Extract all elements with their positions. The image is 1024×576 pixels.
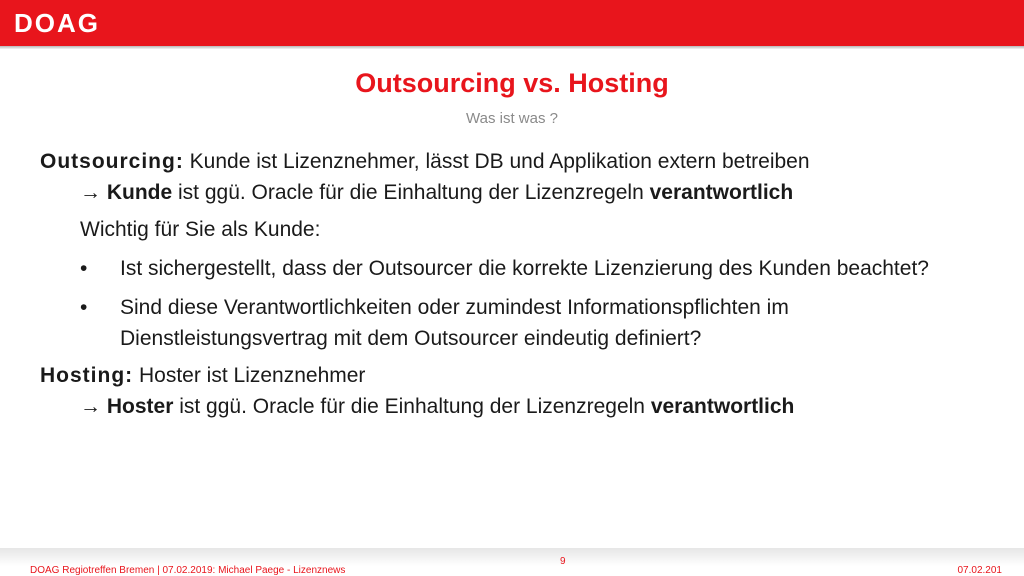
hosting-consequence-end: verantwortlich bbox=[650, 395, 795, 418]
footer-rule bbox=[0, 548, 1024, 566]
outsourcing-text: Kunde ist Lizenznehmer, lässt DB und Applikation extern betreiben bbox=[183, 150, 810, 173]
hosting-label: Hosting: bbox=[40, 364, 134, 387]
outsourcing-consequence bbox=[40, 177, 1000, 208]
hosting-text: Hoster ist Lizenznehmer bbox=[133, 364, 366, 387]
bullet-text: Ist sichergestellt, dass der Outsourcer die korrekte Lizenzierung des Kunden beachtet? bbox=[120, 257, 929, 280]
outsourcing-label: Outsourcing: bbox=[40, 150, 184, 173]
arrow-right-icon: → bbox=[80, 395, 101, 418]
doag-logo: DOAG bbox=[14, 8, 100, 38]
footer-event-info: DOAG Regiotreffen Bremen | 07.02.2019: Michael Paege - Lizenznews bbox=[30, 565, 346, 576]
bullet-dot-icon: • bbox=[80, 257, 88, 280]
header-bar bbox=[0, 0, 1024, 46]
bullet-dot-icon: • bbox=[80, 296, 88, 319]
bullet-item bbox=[40, 253, 1000, 284]
footer-date: 07.02.201 bbox=[957, 565, 1002, 576]
slide-title: Outsourcing vs. Hosting bbox=[355, 68, 669, 98]
header-shadow bbox=[0, 46, 1024, 49]
bullet-text: Sind diese Verantwortlichkeiten oder zumindest Informationspflichten im Dienstleistungsvertrag mit dem Outsourcer eindeutig definiert? bbox=[120, 296, 789, 350]
hosting-consequence-mid: ist ggü. Oracle für die Einhaltung der Lizenzregeln bbox=[173, 395, 651, 418]
slide-subtitle: Was ist was ? bbox=[466, 110, 558, 127]
outsourcing-consequence-subject: Kunde bbox=[106, 181, 173, 204]
wichtig-line: Wichtig für Sie als Kunde: bbox=[80, 218, 321, 241]
bullet-item bbox=[40, 292, 1000, 354]
arrow-right-icon: → bbox=[80, 181, 101, 204]
slide-content bbox=[40, 146, 1000, 422]
hosting-consequence-subject: Hoster bbox=[106, 395, 174, 418]
hosting-line bbox=[40, 360, 1000, 391]
outsourcing-consequence-end: verantwortlich bbox=[649, 181, 794, 204]
outsourcing-line bbox=[40, 146, 1000, 177]
page-number: 9 bbox=[560, 556, 566, 567]
hosting-consequence bbox=[40, 391, 1000, 422]
outsourcing-consequence-mid: ist ggü. Oracle für die Einhaltung der Lizenzregeln bbox=[172, 181, 650, 204]
